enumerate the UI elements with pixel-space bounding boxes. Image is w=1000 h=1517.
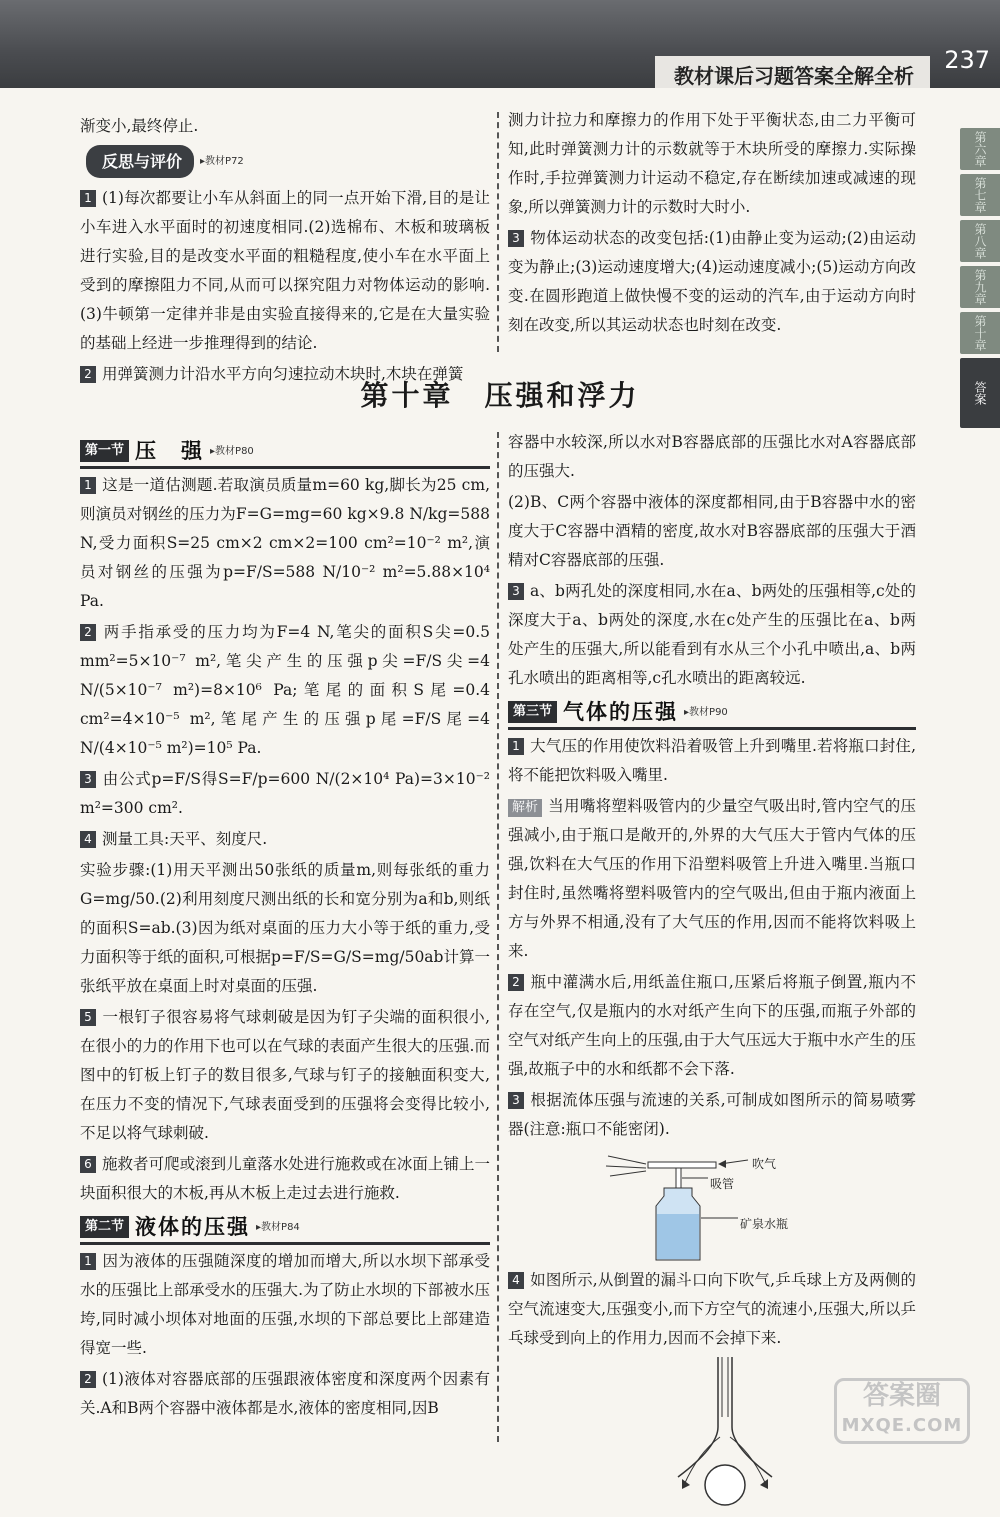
answer-item: 3 a、b两孔处的深度相同,水在a、b两处的压强相等,c处的深度大于a、b两处的深度,水在c处产生的压强比在a、b两处产生的压强大,所以能看到有水从三个小孔中喷出,a、b两孔水喷出的距离相等,c孔水喷出的距离较远. bbox=[508, 582, 916, 687]
side-tab-ch7[interactable]: 第七章 bbox=[960, 174, 1000, 216]
fig-label-bottle: 矿泉水瓶 bbox=[740, 1217, 789, 1231]
paragraph: 实验步骤:(1)用天平测出50张纸的质量m,则每张纸的重力G=mg/50.(2)利用刻度尺测出纸的长和宽分别为a和b,则纸的面积S=ab.(3)因为纸对桌面的压力大小等于纸的重力,受力面积等于纸的面积,可根据p=F/S=G/S=mg/50ab计算一张纸平放在桌面上时对桌面的压强. bbox=[80, 861, 490, 995]
item-number: 3 bbox=[508, 1092, 524, 1109]
paragraph: 容器中水较深,所以水对B容器底部的压强比水对A容器底部的压强大. bbox=[508, 433, 916, 480]
analysis-item: 解析 当用嘴将塑料吸管内的少量空气吸出时,管内空气的压强减小,由于瓶口是敞开的,外界的大气压大于管内气体的压强,饮料在大气压的作用下沿塑料吸管上升进入嘴里.当瓶口封住时,虽然嘴将塑料吸管内的空气吸出,但由于瓶内液面上方与外界不相通,没有了大气压的作用,因而不能将饮料吸上来. bbox=[508, 797, 916, 960]
reflect-heading bbox=[86, 145, 244, 178]
answer-item: 6 施救者可爬或滚到儿童落水处进行施救或在冰面上铺上一块面积很大的木板,再从木板上走过去进行施救. bbox=[80, 1155, 490, 1202]
bottom-left-column bbox=[80, 432, 490, 1425]
watermark-top: 答案圈 bbox=[862, 1381, 941, 1411]
chapter-title: 第十章 压强和浮力 bbox=[360, 379, 640, 412]
item-number: 6 bbox=[80, 1156, 96, 1173]
textbook-ref: ▸教材P80 bbox=[210, 445, 254, 457]
side-tab-ch6[interactable]: 第六章 bbox=[960, 128, 1000, 170]
answer-item: 4 测量工具:天平、刻度尺. bbox=[80, 825, 490, 854]
column-divider-bottom bbox=[497, 432, 499, 1442]
answer-item: 1 大气压的作用使饮料沿着吸管上升到嘴里.若将瓶口封住,将不能把饮料吸入嘴里. bbox=[508, 737, 916, 784]
reflect-title: 反思与评价 bbox=[86, 145, 194, 178]
item-number: 1 bbox=[508, 738, 524, 755]
section-heading-1 bbox=[80, 436, 490, 469]
textbook-ref: ▸教材P72 bbox=[200, 156, 244, 167]
site-watermark-logo bbox=[834, 1378, 970, 1444]
answer-item: 2 瓶中灌满水后,用纸盖住瓶口,压紧后将瓶子倒置,瓶内不存在空气,仅是瓶内的水对纸产生向下的压强,而瓶子外部的空气对纸产生向上的压强,由于大气压远大于瓶中水产生的压强,故瓶子中的水和纸都不会下落. bbox=[508, 973, 916, 1078]
answer-item: 5 一根钉子很容易将气球刺破是因为钉子尖端的面积很小,在很小的力的作用下也可以在气球的表面产生很大的压强.而图中的钉板上钉子的数目很多,气球与钉子的接触面积变大,在压力不变的情况下,气球表面受到的压强将会变得比较小,不足以将气球刺破. bbox=[80, 1008, 490, 1142]
side-tab-ch9[interactable]: 第九章 bbox=[960, 266, 1000, 308]
item-number: 1 bbox=[80, 1253, 96, 1270]
section-badge: 第一节 bbox=[80, 440, 129, 462]
item-number: 2 bbox=[508, 974, 524, 991]
analysis-tag: 解析 bbox=[508, 799, 542, 817]
answer-item: 4 如图所示,从倒置的漏斗口向下吹气,乒乓球上方及两侧的空气流速变大,压强变小,而下方空气的流速小,压强大,所以乒乓球受到向上的作用力,因而不会掉下来. bbox=[508, 1271, 916, 1347]
textbook-ref: ▸教材P90 bbox=[684, 706, 728, 718]
section-title: 气体的压强 bbox=[563, 699, 679, 724]
answer-item: 3 物体运动状态的改变包括:(1)由静止变为运动;(2)由运动变为静止;(3)运动速度增大;(4)运动速度减小;(5)运动方向改变.在圆形跑道上做快慢不变的运动的汽车,由于运动方向时刻在改变,所以其运动状态也时刻在改变. bbox=[508, 229, 916, 334]
fig-label-straw: 吸管 bbox=[710, 1177, 735, 1191]
item-number: 4 bbox=[80, 831, 96, 848]
top-left-column bbox=[80, 112, 490, 391]
top-right-column bbox=[508, 106, 916, 342]
column-divider-top bbox=[497, 112, 499, 352]
answer-item: 2 两手指承受的压力均为F=4 N,笔尖的面积S尖=0.5 mm²=5×10⁻⁷ m²,笔尖产生的压强p尖=F/S尖=4 N/(5×10⁻⁷ m²)=8×10⁶ Pa;笔尾的面积S尾=0.4 cm²=4×10⁻⁵ m²,笔尾产生的压强p尾=F/S尾=4 N/(4×10⁻⁵ m²)=10⁵ Pa. bbox=[80, 623, 490, 757]
paragraph: (2)B、C两个容器中液体的深度都相同,由于B容器中水的密度大于C容器中酒精的密度,故水对B容器底部的压强大于酒精对C容器底部的压强. bbox=[508, 493, 916, 569]
item-number: 2 bbox=[80, 1371, 96, 1388]
answer-item: 1 因为液体的压强随深度的增加而增大,所以水坝下部承受水的压强比上部承受水的压强大.为了防止水坝的下部被水压垮,同时减小坝体对地面的压强,水坝的下部总要比上部建造得宽一些. bbox=[80, 1252, 490, 1357]
header-title: 教材课后习题答案全解全析 bbox=[674, 64, 914, 88]
section-title: 液体的压强 bbox=[135, 1214, 251, 1239]
item-number: 3 bbox=[80, 771, 96, 788]
paragraph: 测力计拉力和摩擦力的作用下处于平衡状态,由二力平衡可知,此时弹簧测力计的示数就等于木块所受的摩擦力.实际操作时,手拉弹簧测力计运动不稳定,存在断续加速或减速的现象,所以弹簧测力计的示数时大时小. bbox=[508, 111, 916, 216]
section-heading-2 bbox=[80, 1212, 490, 1245]
side-tab-ch8[interactable]: 第八章 bbox=[960, 220, 1000, 262]
answer-item: 2 用弹簧测力计沿水平方向匀速拉动木块时,木块在弹簧 bbox=[80, 360, 490, 389]
item-number: 2 bbox=[80, 624, 96, 641]
item-number: 1 bbox=[80, 477, 96, 494]
sprayer-diagram bbox=[598, 1148, 818, 1266]
sprayer-figure-space bbox=[508, 1146, 916, 1266]
answer-item: 3 根据流体压强与流速的关系,可制成如图所示的简易喷雾器(注意:瓶口不能密闭). bbox=[508, 1091, 916, 1138]
answer-item: 2 (1)液体对容器底部的压强跟液体密度和深度两个因素有关.A和B两个容器中液体都是水,液体的密度相同,因B bbox=[80, 1370, 490, 1417]
side-tab-ch10[interactable]: 第十章 bbox=[960, 312, 1000, 354]
side-tab-answers[interactable]: 答案 bbox=[960, 358, 1000, 428]
watermark-bottom: MXQE.COM bbox=[841, 1415, 963, 1436]
section-title: 压 强 bbox=[135, 438, 205, 463]
answer-item: 3 由公式p=F/S得S=F/p=600 N/(2×10⁴ Pa)=3×10⁻² m²=300 cm². bbox=[80, 770, 490, 817]
textbook-ref: ▸教材P84 bbox=[256, 1221, 300, 1233]
section-heading-3 bbox=[508, 697, 916, 730]
page-number: 237 bbox=[944, 46, 990, 74]
section-badge: 第三节 bbox=[508, 701, 557, 723]
item-number: 5 bbox=[80, 1009, 96, 1026]
answer-item: 1 (1)每次都要让小车从斜面上的同一点开始下滑,目的是让小车进入水平面时的初速度相同.(2)选棉布、木板和玻璃板进行实验,目的是改变水平面的粗糙程度,使小车在水平面上受到的摩擦阻力不同,从而可以探究阻力对物体运动的影响.(3)牛顿第一定律并非是由实验直接得来的,它是在大量实验的基础上经进一步推理得到的结论. bbox=[80, 189, 490, 352]
item-number: 3 bbox=[508, 230, 524, 247]
funnel-ball-diagram bbox=[658, 1357, 798, 1507]
bottom-right-column bbox=[508, 428, 916, 1517]
fig-label-blow: 吹气 bbox=[752, 1157, 777, 1171]
item-number: 2 bbox=[80, 366, 96, 383]
item-number: 1 bbox=[80, 190, 96, 207]
section-badge: 第二节 bbox=[80, 1216, 129, 1238]
paragraph: 渐变小,最终停止. bbox=[80, 117, 199, 135]
answer-item: 1 这是一道估测题.若取演员质量m=60 kg,脚长为25 cm,则演员对钢丝的压力为F=G=mg=60 kg×9.8 N/kg=588 N,受力面积S=25 cm×2 cm×2=100 cm²=10⁻² m²,演员对钢丝的压强为p=F/S=588 N/10⁻² m²=5.88×10⁴ Pa. bbox=[80, 476, 490, 610]
item-number: 3 bbox=[508, 583, 524, 600]
item-number: 4 bbox=[508, 1272, 524, 1289]
